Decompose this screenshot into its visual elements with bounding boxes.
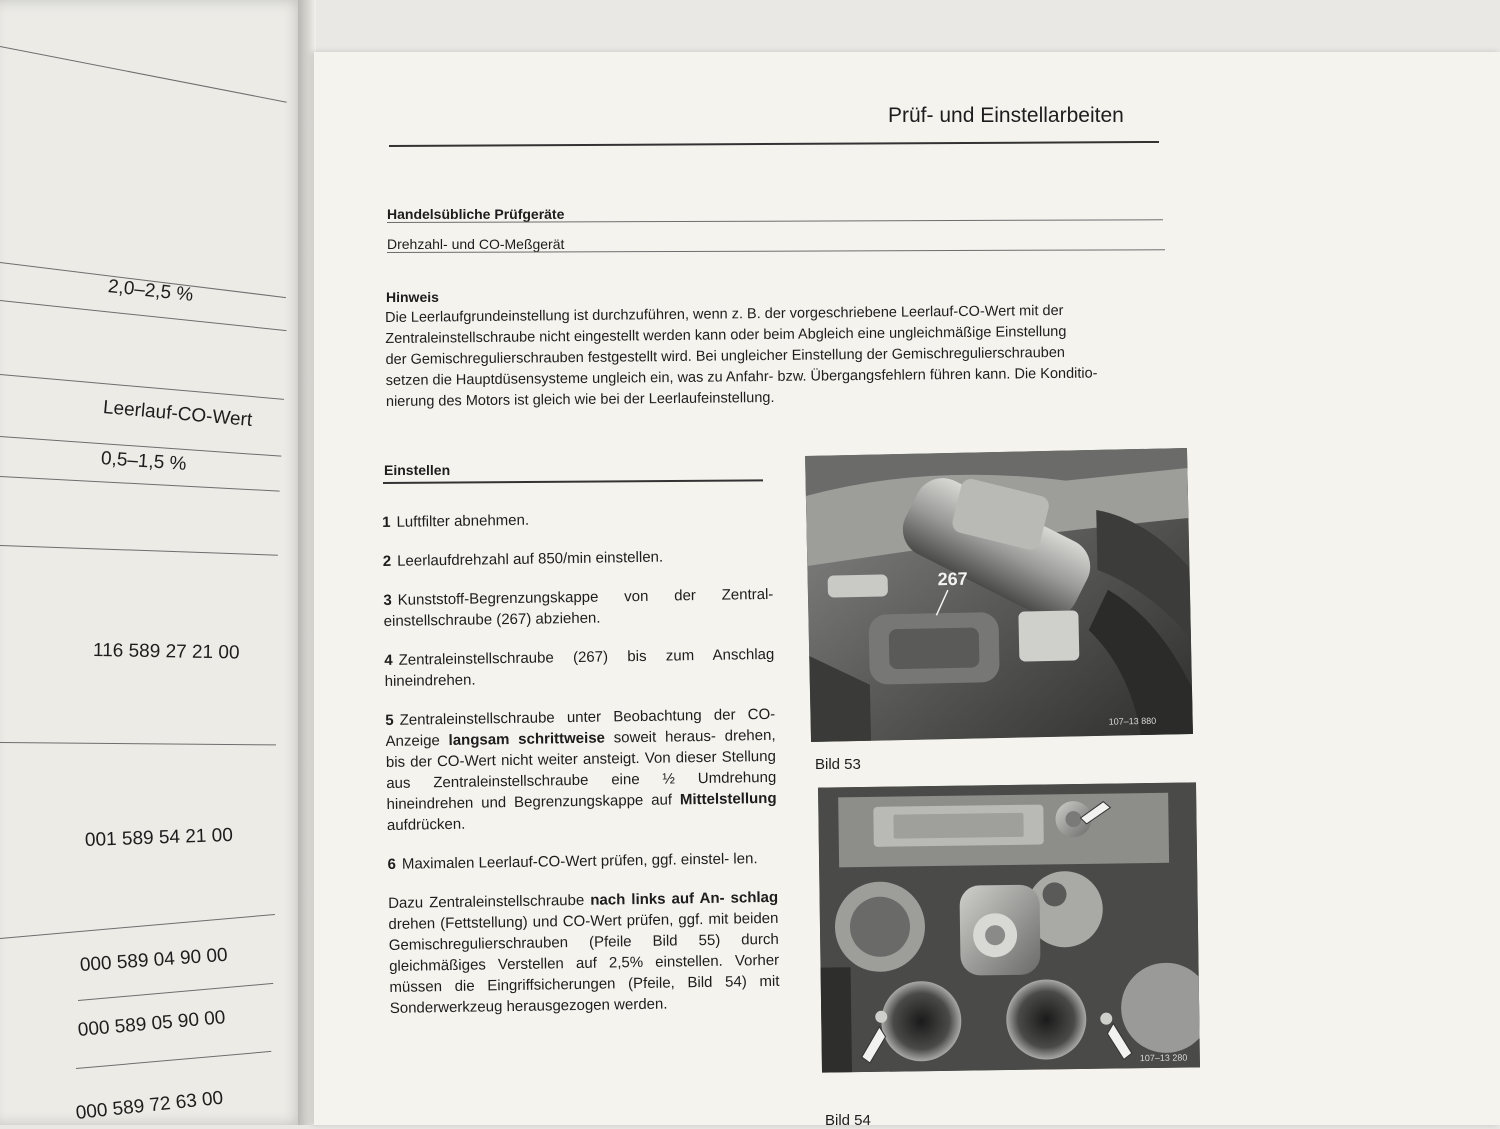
step-5 [385,704,777,836]
adjust-heading: Einstellen [384,462,451,478]
step-2 [383,545,773,572]
left-part-number-5: 000 589 72 63 00 [74,1087,225,1124]
step-text-bold: Mittelstellung [679,789,777,809]
figure-54-photo [818,782,1200,1072]
left-part-number-2: 001 589 54 21 00 [84,824,234,851]
left-rule [0,300,286,331]
left-page [0,0,305,1125]
note-line: Die Leerlaufgrundeinstellung ist durchzuführen, wenn z. B. der vorgeschriebene Leerlauf-CO-Wert mit der [385,302,1064,326]
step-3 [383,584,774,632]
note-line: nierung des Motors ist gleich wie bei der Leerlaufeinstellung. [385,389,775,410]
step-text: aufdrücken. [386,815,466,834]
left-rule [0,374,284,400]
page-header-title: Prüf- und Einstellarbeiten [888,104,1124,127]
left-rule [0,545,278,556]
left-value-co-range-1: 2,0–2,5 % [106,276,195,306]
left-label-co-value: Leerlauf-CO-Wert [102,397,253,431]
equipment-heading: Handelsübliche Prüfgeräte [387,206,565,222]
figure-53-caption: Bild 53 [815,756,861,773]
note-body [385,300,1176,413]
step-number: 4 [384,651,393,669]
carburetor-photo-illustration [818,782,1200,1072]
step-number: 6 [387,855,397,873]
detail-text: Dazu Zentraleinstellschraube [388,891,591,912]
step-text: Leerlaufdrehzahl auf 850/min einstellen. [396,548,664,570]
note-line: setzen die Hauptdüsensysteme ungleich ein, was zu Anfahr- bzw. Übergangsfehlern führen kann. Die Konditio- [385,365,1098,389]
step-number: 5 [385,711,394,729]
left-rule [76,1051,271,1069]
step-number: 1 [382,513,391,531]
left-rule [0,914,275,939]
left-part-number-4: 000 589 05 90 00 [77,1007,227,1041]
step-text: Luftfilter abnehmen. [396,511,530,531]
left-part-number-1: 116 589 27 21 00 [92,640,240,664]
right-page [314,52,1500,1129]
figure-ref-number: 107–13 880 [1108,715,1157,727]
left-rule [0,742,276,745]
step-text: Maximalen Leerlauf-CO-Wert prüfen, ggf. einstel- len. [401,850,758,873]
step-1 [382,506,772,533]
left-part-number-3: 000 589 04 90 00 [79,944,229,976]
figure-ref-number: 107–13 280 [1139,1052,1188,1064]
step-text: Zentraleinstellschraube (267) bis zum Anschlag hineindrehen. [384,645,775,690]
step-text: Zentraleinstellschraube unter Beobachtung der CO-Anzeige [385,705,776,750]
note-line: Zentraleinstellschraube nicht eingestellt werden kann oder beim Abgleich eine ungleichmäßige Einstellung [385,323,1067,347]
left-rule [78,983,273,1001]
detail-text: drehen (Fettstellung) und CO-Wert prüfen, ggf. mit beiden Gemischregulierschrauben (Pfeile Bild 55) durch gleichmäßiges Verstellen auf 2,5% einstellen. Vorher müssen die Eingriffsicherungen (Pfeile, Bild 54) mit Sonderwerkzeug herausgezogen werden. [388,909,780,1017]
step-text: soweit heraus- drehen, bis der CO-Wert nicht weiter ansteigt. Von dieser Stellung aus Zentraleinstellschraube eine ½ Umdrehung hineindrehen und Begrenzungskappe auf [385,726,777,813]
step-number: 2 [382,552,392,570]
detail-text-bold: nach links auf An- schlag [590,888,779,909]
note-line: der Gemischregulierschrauben festgestellt wird. Bei ungleicher Einstellung der Gemischregulierschrauben [385,344,1066,368]
note-heading: Hinweis [386,289,439,305]
step-4 [384,644,775,692]
figure-callout-label: 267 [937,568,968,590]
equipment-item: Drehzahl- und CO-Meßgerät [387,236,565,252]
step-text: Kunststoff-Begrenzungskappe von der Zentral- einstellschraube (267) abziehen. [383,585,774,630]
left-top-rule [0,46,287,103]
left-value-co-range-2: 0,5–1,5 % [100,448,188,475]
step-number: 3 [383,591,392,609]
figure-53-photo [805,448,1193,742]
step-text-bold: langsam schrittweise [448,729,606,749]
step-6-detail [388,887,780,1019]
engine-photo-illustration [805,448,1193,742]
adjust-rule [383,479,763,484]
adjust-steps [382,506,780,1019]
header-rule [389,141,1159,147]
left-rule [0,476,280,492]
step-6 [387,848,777,875]
figure-54-caption: Bild 54 [825,1112,871,1129]
